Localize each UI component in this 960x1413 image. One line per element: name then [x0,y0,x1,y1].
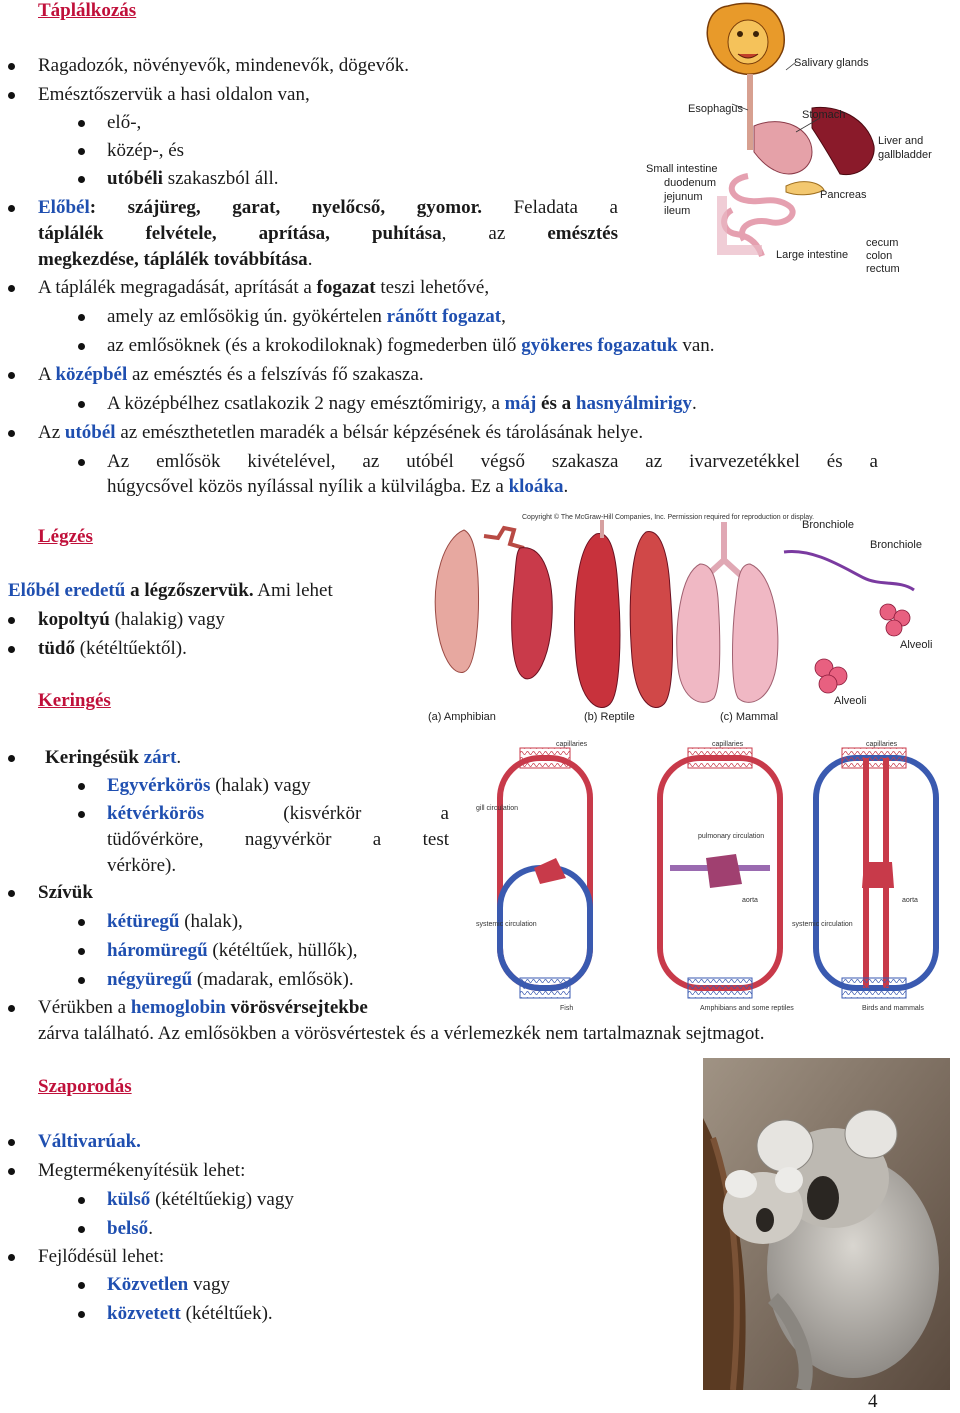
bullet [8,205,15,212]
list-item: amely az emlősökig ún. gyökértelen ránőtt fogazat, [107,306,506,327]
list-item: elő-, [107,112,142,133]
figure-label: capillaries [556,741,588,748]
figure-label: systemic circulation [476,921,537,928]
list-item: külső (kétéltűekig) vagy [107,1189,294,1210]
list-item: kétüregű (halak), [107,911,243,932]
figure-label: Pancreas [820,189,867,201]
list-item: A táplálék megragadását, aprítását a fogazat teszi lehetővé, [38,277,490,298]
bullet [78,459,85,466]
figure-label: Salivary glands [794,57,869,69]
list-item: Keringésük zárt. [45,747,182,768]
list-item: Előbél: szájüreg, garat, nyelőcső, gyomor. Feladata a [38,197,618,218]
figure-caption: (b) Reptile [584,711,635,723]
section-heading-legzes: Légzés [38,526,93,547]
bullet [78,919,85,926]
lungs-figure [424,508,956,728]
bullet [8,617,15,624]
figure-label: Alveoli [834,695,867,707]
list-item: az emlősöknek (és a krokodiloknak) fogmederben ülő gyökeres fogazatuk van. [107,335,715,356]
figure-caption: Amphibians and some reptiles [700,1005,794,1012]
bullet [8,372,15,379]
list-item: Váltivarúak. [38,1131,141,1152]
bullet [8,646,15,653]
section-heading-szaporodas: Szaporodás [38,1076,132,1097]
list-item: Közvetlen vagy [107,1274,230,1295]
figure-label: Liver and [878,135,924,147]
list-item-cont: megkezdése, táplálék továbbítása. [38,249,313,270]
list-item: A középbélhez csatlakozik 2 nagy emésztőmirigy, a máj és a hasnyálmirigy. [107,393,697,414]
bullet [8,92,15,99]
bullet [78,401,85,408]
copyright-text: Copyright © The McGraw-Hill Companies, Inc. Permission required for reproduction or display. [522,514,815,521]
bullet [8,1005,15,1012]
bullet [78,948,85,955]
figure-label: duodenum [664,177,716,189]
list-item-cont: zárva található. Az emlősökben a vörösvértestek és a vérlemezkék nem tartalmaznak sejtmagot. [38,1023,765,1044]
list-item-cont: vérköre). [107,855,177,876]
bullet [78,1197,85,1204]
bullet [78,148,85,155]
bullet [78,343,85,350]
paragraph: Előbél eredetű a légzőszervük. Ami lehet [8,580,333,601]
figure-label: rectum [866,263,900,275]
figure-label: pulmonary circulation [698,833,765,840]
figure-label: ileum [664,205,691,217]
bullet [78,977,85,984]
figure-label: colon [866,250,893,262]
list-item: háromüregű (kétéltűek, hüllők), [107,940,358,961]
figure-label: Esophagus [688,103,744,115]
figure-label: Stomach [802,109,846,121]
list-item: Emésztőszervük a hasi oldalon van, [38,84,310,105]
koala-photo [703,1058,950,1390]
bullet [8,63,15,70]
figure-label: Bronchiole [870,539,922,551]
figure-label: gallbladder [878,149,932,161]
list-item: tüdő (kétéltűektől). [38,638,187,659]
figure-label: capillaries [866,741,898,748]
bullet [8,755,15,762]
bullet [8,890,15,897]
list-item: Ragadozók, növényevők, mindenevők, dögevők. [38,55,409,76]
list-item: kopoltyú (halakig) vagy [38,609,225,630]
figure-caption: (a) Amphibian [428,711,496,723]
section-heading-keringes: Keringés [38,690,111,711]
bullet [78,176,85,183]
list-item: Vérükben a hemoglobin vörösvérsejtekbe [38,997,368,1018]
list-item: utóbéli szakaszból áll. [107,168,279,189]
bullet [78,811,85,818]
figure-label: Bronchiole [802,519,854,531]
circulation-figure [466,738,956,1016]
figure-label: jejunum [664,191,703,203]
list-item-cont: tüdővérköre, nagyvérkör a test [107,829,449,850]
lion-head-illustration [707,3,784,74]
bullet [8,285,15,292]
figure-label: systemic circulation [792,921,853,928]
list-item: négyüregű (madarak, emlősök). [107,969,354,990]
figure-label: aorta [902,897,918,904]
bullet [8,1139,15,1146]
list-item: Az utóbél az emészthetetlen maradék a bélsár képzésének és tárolásának helye. [38,422,644,443]
list-item: belső. [107,1218,153,1239]
list-item: A középbél az emésztés és a felszívás fő szakasza. [38,364,424,385]
list-item: Egyvérkörös (halak) vagy [107,775,311,796]
figure-label: Alveoli [900,639,933,651]
list-item: Megtermékenyítésük lehet: [38,1160,246,1181]
list-item: Szívük [38,882,93,903]
bullet [8,1168,15,1175]
figure-label: gill circulation [476,805,519,812]
list-item: közvetett (kétéltűek). [107,1303,273,1324]
figure-caption: Birds and mammals [862,1005,924,1012]
bullet [78,783,85,790]
list-item-cont: táplálék felvétele, aprítása, puhítása, az emésztés [38,223,618,244]
bullet [8,430,15,437]
page-number: 4 [868,1391,878,1412]
digestive-system-figure [636,0,950,280]
figure-label: Large intestine [776,249,849,261]
figure-caption: (c) Mammal [720,711,779,723]
list-item: Az emlősök kivételével, az utóbél végső szakasza az ivarvezetékkel és a [107,451,878,472]
figure-label: capillaries [712,741,744,748]
figure-label: Small intestine [646,163,718,175]
list-item: közép-, és [107,140,185,161]
list-item: kétvérkörös (kisvérkör a [107,803,449,824]
list-item-cont: húgycsővel közös nyílással nyílik a külvilágba. Ez a kloáka. [107,476,569,497]
bullet [78,120,85,127]
figure-label: aorta [742,897,758,904]
bullet [8,1254,15,1261]
figure-label: cecum [866,237,899,249]
figure-caption: Fish [560,1005,574,1012]
bullet [78,1282,85,1289]
bullet [78,314,85,321]
list-item: Fejlődésül lehet: [38,1246,165,1267]
bullet [78,1226,85,1233]
bullet [78,1311,85,1318]
section-heading-taplalkozas: Táplálkozás [38,0,137,21]
